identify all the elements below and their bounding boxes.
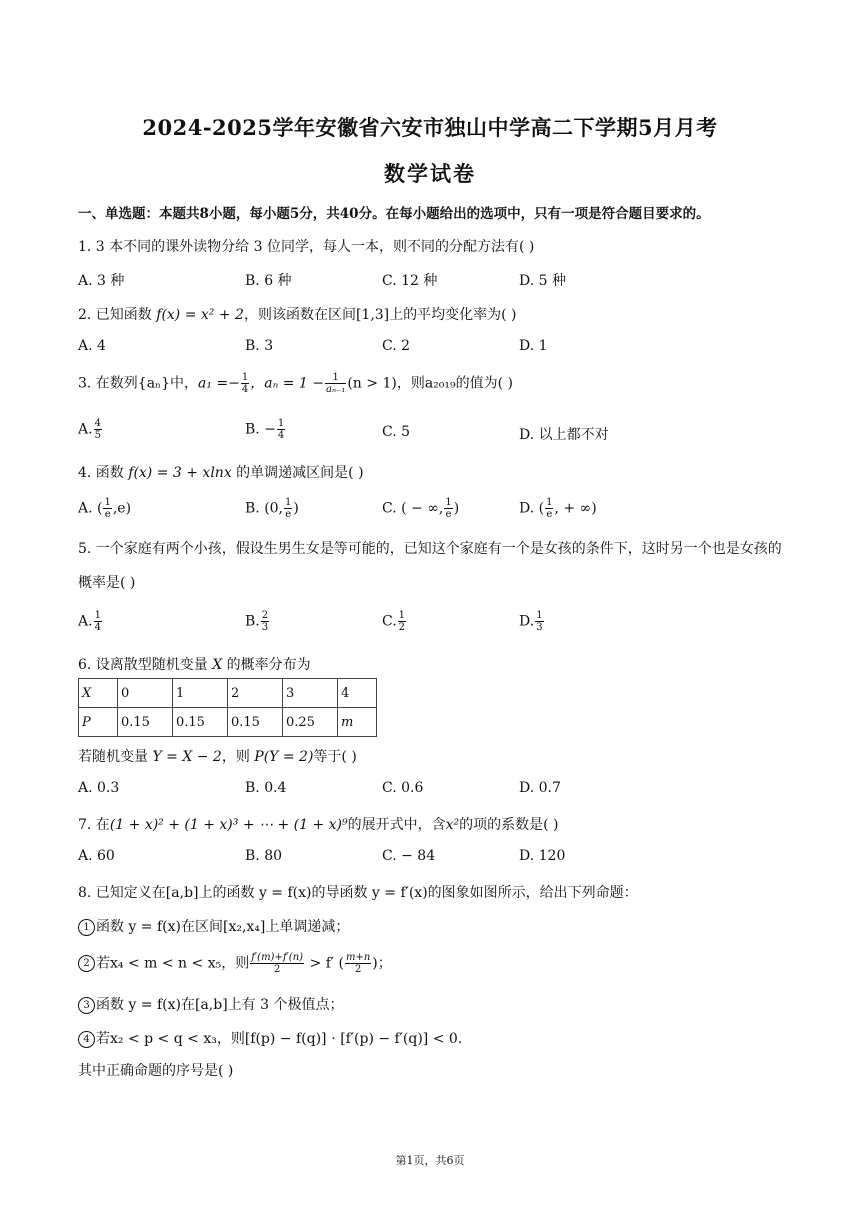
q3-option-a: A. $\frac{4}{5}$: [78, 418, 101, 441]
q2-option-a: A. 4: [78, 338, 106, 354]
question-4: [78, 462, 364, 482]
q4-option-d: D. ( $\frac{1}{e}$ , + ∞): [519, 497, 597, 520]
q2-text-end: ，则该函数在区间[1,3]上的平均变化率为( ): [243, 307, 517, 323]
q3-frac-1: $\frac{1}{4}$: [241, 372, 249, 395]
section-heading: 一、单选题：本题共8小题，每小题5分，共40分。在每小题给出的选项中，只有一项是符合题目要求的。: [78, 206, 710, 222]
q5-option-c: C. $\frac{1}{2}$: [382, 610, 406, 633]
question-6: 6. 设离散型随机变量 X 的概率分布为: [78, 657, 311, 673]
question-7: 7. 在(1 + x)² + (1 + x)³ + ⋯ + (1 + x)⁹的展开式中，含x²的项的系数是( ): [78, 817, 559, 833]
q3-frac-2: $\frac{1}{\text{aₙ₋₁}}$: [326, 372, 346, 395]
q2-option-d: D. 1: [519, 338, 548, 354]
table-row: [79, 708, 377, 737]
q8-proposition-4: 4 若x₂ < p < q < x₃，则[f(p) − f(q)] ⋅ [f′(p) − f′(q)] < 0.: [78, 1028, 462, 1048]
table-cell: 3: [283, 679, 338, 708]
q4-option-c: C. ( − ∞, $\frac{1}{e}$ ): [382, 497, 460, 520]
question-8: 8. 已知定义在[a,b]上的函数 y = f(x)的导函数 y = f′(x)的图象如图所示，给出下列命题：: [78, 885, 638, 901]
q3-an: ，aₙ = 1 −: [250, 375, 325, 392]
question-6-followup: 若随机变量 Y = X − 2，则 P(Y = 2)等于( ): [78, 749, 357, 765]
q3-option-d: D. 以上都不对: [519, 427, 609, 443]
q6-option-b: B. 0.4: [245, 780, 287, 796]
q4-option-b: B. (0, $\frac{1}{e}$ ): [245, 497, 299, 520]
probability-table: [78, 678, 377, 737]
table-cell: 4: [338, 679, 377, 708]
table-cell: P: [79, 708, 118, 737]
q3-option-b: B. − $\frac{1}{4}$: [245, 418, 285, 441]
q8-proposition-2: 2 若x₄ < m < n < x₅，则 $\frac{f'(m)+f'(n)}{2}$ > f′ ( $\frac{m+n}{2}$ )；: [78, 952, 392, 975]
q1-option-d: D. 5 种: [519, 273, 566, 289]
table-cell: X: [79, 679, 118, 708]
q3-text-end: (n > 1)，则a₂₀₁₉的值为( ): [347, 375, 513, 392]
table-cell: 0.15: [118, 708, 173, 737]
q1-option-c: C. 12 种: [382, 273, 438, 289]
table-cell: m: [338, 708, 377, 737]
q5-option-d: D. $\frac{1}{3}$: [519, 610, 543, 633]
q7-option-a: A. 60: [78, 848, 115, 864]
question-3: [78, 372, 513, 395]
q2-text: 2. 已知函数: [78, 307, 157, 323]
q2-option-c: C. 2: [382, 338, 411, 354]
question-2: [78, 304, 517, 324]
q7-option-b: B. 80: [245, 848, 283, 864]
q6-option-a: A. 0.3: [78, 780, 120, 796]
table-cell: 2: [228, 679, 283, 708]
table-cell: 0: [118, 679, 173, 708]
q7-option-c: C. − 84: [382, 848, 436, 864]
q4-text-end: 的单调递减区间是( ): [231, 465, 364, 481]
question-5: 5. 一个家庭有两个小孩，假设生男生女是等可能的，已知这个家庭有一个是女孩的条件下，这时另一个也是女孩的概率是( ): [78, 541, 782, 591]
q8-proposition-1: 1 函数 y = f(x)在区间[x₂,x₄]上单调递减；: [78, 916, 349, 936]
q6-option-d: D. 0.7: [519, 780, 561, 796]
table-cell: 0.15: [173, 708, 228, 737]
q8-question: 其中正确命题的序号是( ): [78, 1063, 234, 1079]
q7-option-d: D. 120: [519, 848, 566, 864]
q6-option-c: C. 0.6: [382, 780, 424, 796]
q2-option-b: B. 3: [245, 338, 274, 354]
q3-a1: a₁ =−: [198, 375, 240, 392]
q5-option-a: A. $\frac{1}{4}$: [78, 610, 101, 633]
q1-option-a: A. 3 种: [78, 273, 125, 289]
table-cell: 0.15: [228, 708, 283, 737]
q3-text: 3. 在数列{aₙ}中，: [78, 375, 199, 392]
q8-proposition-3: 3 函数 y = f(x)在[a,b]上有 3 个极值点；: [78, 994, 343, 1014]
q5-option-b: B. $\frac{2}{3}$: [245, 610, 269, 633]
q1-option-b: B. 6 种: [245, 273, 292, 289]
q4-formula: f(x) = 3 + xlnx: [128, 465, 232, 481]
table-row: [79, 679, 377, 708]
table-cell: 0.25: [283, 708, 338, 737]
q2-formula: f(x) = x² + 2: [156, 307, 244, 323]
q3-option-c: C. 5: [382, 424, 411, 440]
page-footer: 第1页，共6页: [395, 1154, 465, 1167]
table-cell: 1: [173, 679, 228, 708]
q4-option-a: A. ( $\frac{1}{e}$ ,e): [78, 497, 132, 520]
exam-title: 2024-2025学年安徽省六安市独山中学高二下学期5月月考: [142, 115, 718, 140]
q4-text: 4. 函数: [78, 465, 129, 481]
exam-subtitle: 数学试卷: [384, 161, 476, 186]
question-1: 1. 3 本不同的课外读物分给 3 位同学，每人一本，则不同的分配方法有( ): [78, 239, 535, 255]
